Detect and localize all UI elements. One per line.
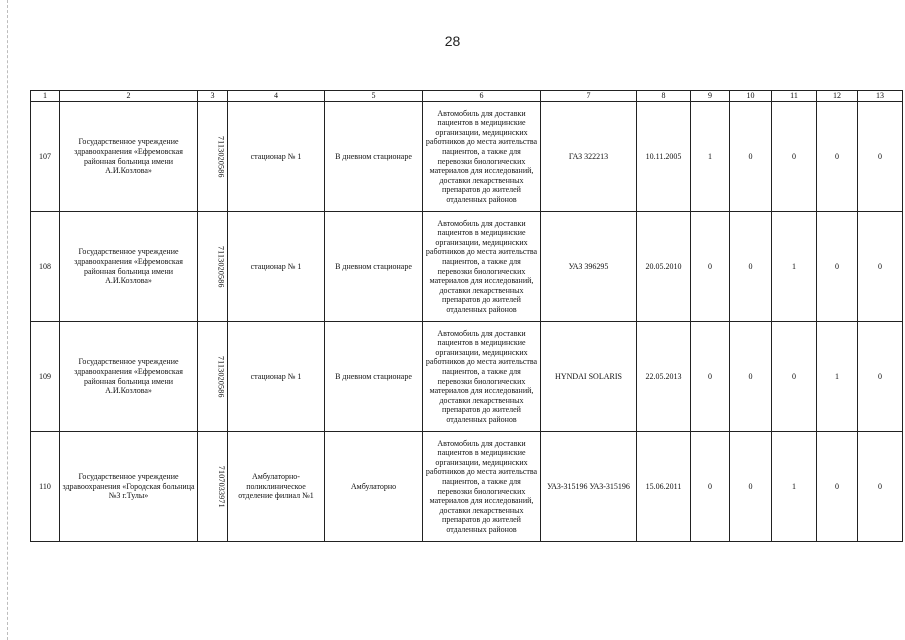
column-header: 2 (60, 91, 198, 102)
inn-cell (198, 322, 228, 432)
inn-cell (198, 212, 228, 322)
count-cell: 0 (817, 432, 858, 542)
column-header: 4 (228, 91, 325, 102)
row-number: 110 (31, 432, 60, 542)
organization-name: Государственное учреждение здравоохранения «Городская больница №3 г.Тулы» (60, 432, 198, 542)
inn-cell (198, 432, 228, 542)
department: Амбулаторно-поликлиническое отделение филиал №1 (228, 432, 325, 542)
vehicle-purpose: Автомобиль для доставки пациентов в медицинские организации, медицинских работников до места жительства пациентов, а также для перевозки биологических материалов для исследований, доставки лекарственных препаратов до жителей отдаленных районов (423, 322, 541, 432)
count-cell: 0 (691, 212, 730, 322)
column-header: 9 (691, 91, 730, 102)
inn-value: 7113020586 (216, 355, 226, 398)
inn-value: 7113020586 (216, 245, 226, 288)
care-type: В дневном стационаре (325, 102, 423, 212)
count-cell: 1 (772, 212, 817, 322)
row-number: 108 (31, 212, 60, 322)
margin-guide-line (7, 0, 8, 640)
count-cell: 0 (858, 432, 903, 542)
count-cell: 0 (730, 432, 772, 542)
inn-cell (198, 102, 228, 212)
count-cell: 0 (858, 102, 903, 212)
department: стационар № 1 (228, 102, 325, 212)
table-row (31, 322, 903, 432)
column-header: 13 (858, 91, 903, 102)
count-cell: 0 (817, 212, 858, 322)
vehicle-purpose: Автомобиль для доставки пациентов в медицинские организации, медицинских работников до места жительства пациентов, а также для перевозки биологических материалов для исследований, доставки лекарственных препаратов до жителей отдаленных районов (423, 102, 541, 212)
vehicle-registry-table (30, 90, 903, 542)
count-cell: 0 (691, 432, 730, 542)
organization-name: Государственное учреждение здравоохранения «Ефремовская районная больница имени А.И.Козлова» (60, 102, 198, 212)
column-header: 7 (541, 91, 637, 102)
table-row (31, 212, 903, 322)
count-cell: 0 (772, 322, 817, 432)
vehicle-model: УАЗ-315196 УАЗ-315196 (541, 432, 637, 542)
count-cell: 0 (730, 102, 772, 212)
column-header: 6 (423, 91, 541, 102)
count-cell: 0 (858, 322, 903, 432)
registration-date: 15.06.2011 (637, 432, 691, 542)
department: стационар № 1 (228, 322, 325, 432)
count-cell: 0 (772, 102, 817, 212)
column-header: 1 (31, 91, 60, 102)
row-number: 109 (31, 322, 60, 432)
table-row (31, 432, 903, 542)
vehicle-model: HYNDAI SOLARIS (541, 322, 637, 432)
column-header: 12 (817, 91, 858, 102)
column-number-header-row (31, 91, 903, 102)
organization-name: Государственное учреждение здравоохранения «Ефремовская районная больница имени А.И.Козлова» (60, 212, 198, 322)
count-cell: 0 (691, 322, 730, 432)
count-cell: 0 (817, 102, 858, 212)
count-cell: 0 (858, 212, 903, 322)
column-header: 3 (198, 91, 228, 102)
vehicle-model: УАЗ 396295 (541, 212, 637, 322)
row-number: 107 (31, 102, 60, 212)
vehicle-purpose: Автомобиль для доставки пациентов в медицинские организации, медицинских работников до места жительства пациентов, а также для перевозки биологических материалов для исследований, доставки лекарственных препаратов до жителей отдаленных районов (423, 212, 541, 322)
column-header: 10 (730, 91, 772, 102)
count-cell: 0 (730, 212, 772, 322)
care-type: Амбулаторно (325, 432, 423, 542)
department: стационар № 1 (228, 212, 325, 322)
count-cell: 1 (817, 322, 858, 432)
care-type: В дневном стационаре (325, 322, 423, 432)
registration-date: 22.05.2013 (637, 322, 691, 432)
column-header: 11 (772, 91, 817, 102)
count-cell: 0 (730, 322, 772, 432)
column-header: 5 (325, 91, 423, 102)
inn-value: 7113020586 (216, 135, 226, 178)
page-number: 28 (444, 33, 461, 49)
inn-value: 7107033971 (216, 465, 226, 508)
vehicle-model: ГАЗ 322213 (541, 102, 637, 212)
count-cell: 1 (772, 432, 817, 542)
column-header: 8 (637, 91, 691, 102)
organization-name: Государственное учреждение здравоохранения «Ефремовская районная больница имени А.И.Козлова» (60, 322, 198, 432)
vehicle-purpose: Автомобиль для доставки пациентов в медицинские организации, медицинских работников до места жительства пациентов, а также для перевозки биологических материалов для исследований, доставки лекарственных препаратов до жителей отдаленных районов (423, 432, 541, 542)
care-type: В дневном стационаре (325, 212, 423, 322)
count-cell: 1 (691, 102, 730, 212)
registration-date: 10.11.2005 (637, 102, 691, 212)
registration-date: 20.05.2010 (637, 212, 691, 322)
table-row (31, 102, 903, 212)
